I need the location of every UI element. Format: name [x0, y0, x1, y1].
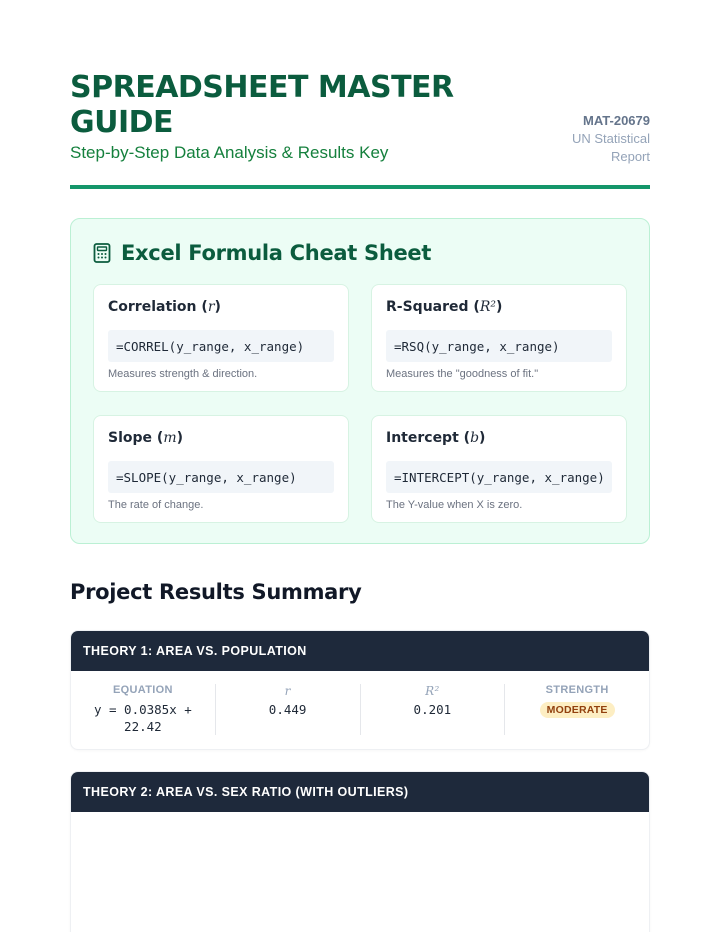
formula-cheat-sheet — [70, 218, 650, 544]
page-title — [70, 70, 650, 140]
report-code: MAT-20679 — [583, 113, 650, 128]
stat-label: EQUATION — [113, 684, 173, 696]
stat-label: R² — [425, 684, 440, 698]
formula-name: Intercept (b) — [386, 430, 486, 446]
formula-code: =INTERCEPT(y_range, x_range) — [386, 461, 612, 493]
formula-variable: r — [207, 299, 215, 315]
stat-value: 0.201 — [413, 702, 452, 717]
formula-description: Measures the "goodness of fit." — [386, 368, 539, 380]
stat-r-squared — [361, 684, 506, 735]
report-meta — [572, 112, 650, 166]
document-header — [70, 70, 650, 163]
theory-heading: THEORY 1: AREA VS. POPULATION — [71, 631, 649, 671]
formula-name: Slope (m) — [108, 430, 183, 446]
formula-card-intercept — [371, 415, 627, 523]
report-org-line-2: Report — [610, 149, 650, 164]
stat-equation — [71, 684, 216, 735]
formula-name: Correlation (r) — [108, 299, 221, 315]
formula-card-r-squared — [371, 284, 627, 392]
title-line-1: SPREADSHEET MASTER — [70, 70, 454, 105]
page-subtitle: Step-by-Step Data Analysis & Results Key — [70, 143, 389, 162]
cheat-sheet-title: Excel Formula Cheat Sheet — [121, 241, 432, 265]
theory-card-1 — [70, 630, 650, 750]
formula-variable: b — [470, 430, 480, 446]
theory-card-2 — [70, 771, 650, 932]
header-divider — [70, 185, 650, 189]
stat-r — [216, 684, 361, 735]
title-line-2: GUIDE — [70, 105, 174, 140]
formula-card-slope — [93, 415, 349, 523]
stat-label: STRENGTH — [545, 684, 609, 696]
stat-strength — [505, 684, 649, 735]
formula-variable: R² — [479, 299, 496, 315]
formula-card-correlation — [93, 284, 349, 392]
report-org-line-1: UN Statistical — [571, 131, 650, 146]
formula-code: =SLOPE(y_range, x_range) — [108, 461, 334, 493]
formula-code: =CORREL(y_range, x_range) — [108, 330, 334, 362]
cheat-sheet-heading — [93, 241, 431, 265]
formula-code: =RSQ(y_range, x_range) — [386, 330, 612, 362]
theory-stats — [71, 671, 649, 749]
strength-badge: MODERATE — [540, 702, 615, 718]
stat-value: y = 0.0385x + 22.42 — [93, 702, 192, 734]
formula-description: The rate of change. — [108, 499, 204, 511]
stat-value: 0.449 — [268, 702, 307, 717]
results-section-title: Project Results Summary — [70, 580, 362, 604]
stat-label: r — [284, 684, 291, 698]
formula-description: The Y-value when X is zero. — [386, 499, 523, 511]
formula-name: R-Squared (R²) — [386, 299, 503, 315]
theory-heading: THEORY 2: AREA VS. SEX RATIO (WITH OUTLIERS) — [71, 772, 649, 812]
calculator-icon — [93, 243, 111, 263]
formula-variable: m — [163, 430, 177, 446]
formula-description: Measures strength & direction. — [108, 368, 258, 380]
